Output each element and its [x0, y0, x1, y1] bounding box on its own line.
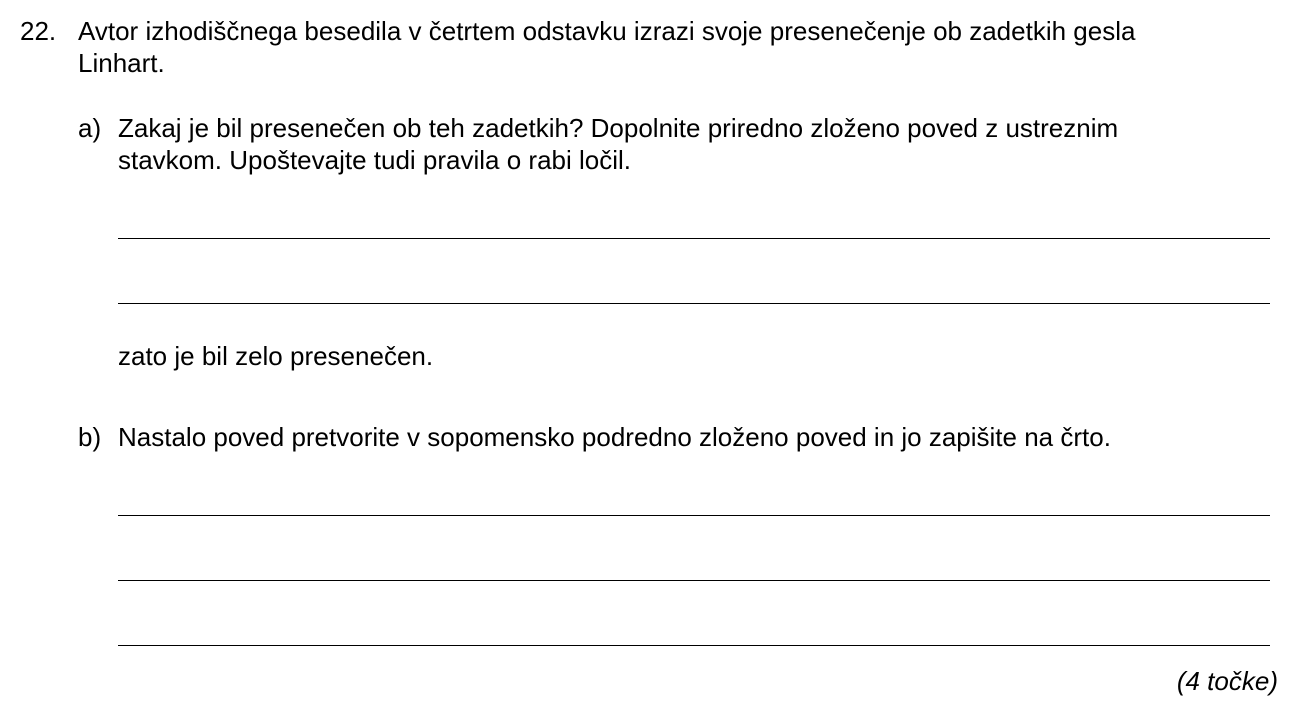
question-text-line-1: Avtor izhodiščnega besedila v četrtem odstavku izrazi svoje presenečenje ob zadetkih gesla	[78, 16, 1136, 46]
question-text-line-2: Linhart.	[78, 48, 165, 78]
question-number: 22.	[20, 16, 57, 46]
part-a-continuation: zato je bil zelo presenečen.	[118, 341, 434, 371]
part-a-label: a)	[78, 113, 102, 143]
answer-line-b2[interactable]	[118, 580, 1270, 581]
answer-line-a2[interactable]	[118, 303, 1270, 304]
part-b-label: b)	[78, 422, 102, 452]
answer-line-a1[interactable]	[118, 238, 1270, 239]
part-b-text: Nastalo poved pretvorite v sopomensko podredno zloženo poved in jo zapišite na črto.	[118, 422, 1111, 452]
answer-line-b1[interactable]	[118, 515, 1270, 516]
answer-line-b3[interactable]	[118, 645, 1270, 646]
points-label: (4 točke)	[1176, 666, 1278, 696]
part-a-text-line-1: Zakaj je bil presenečen ob teh zadetkih? Dopolnite priredno zloženo poved z ustreznim	[118, 113, 1119, 143]
part-a-text-line-2: stavkom. Upoštevajte tudi pravila o rabi ločil.	[118, 145, 632, 175]
